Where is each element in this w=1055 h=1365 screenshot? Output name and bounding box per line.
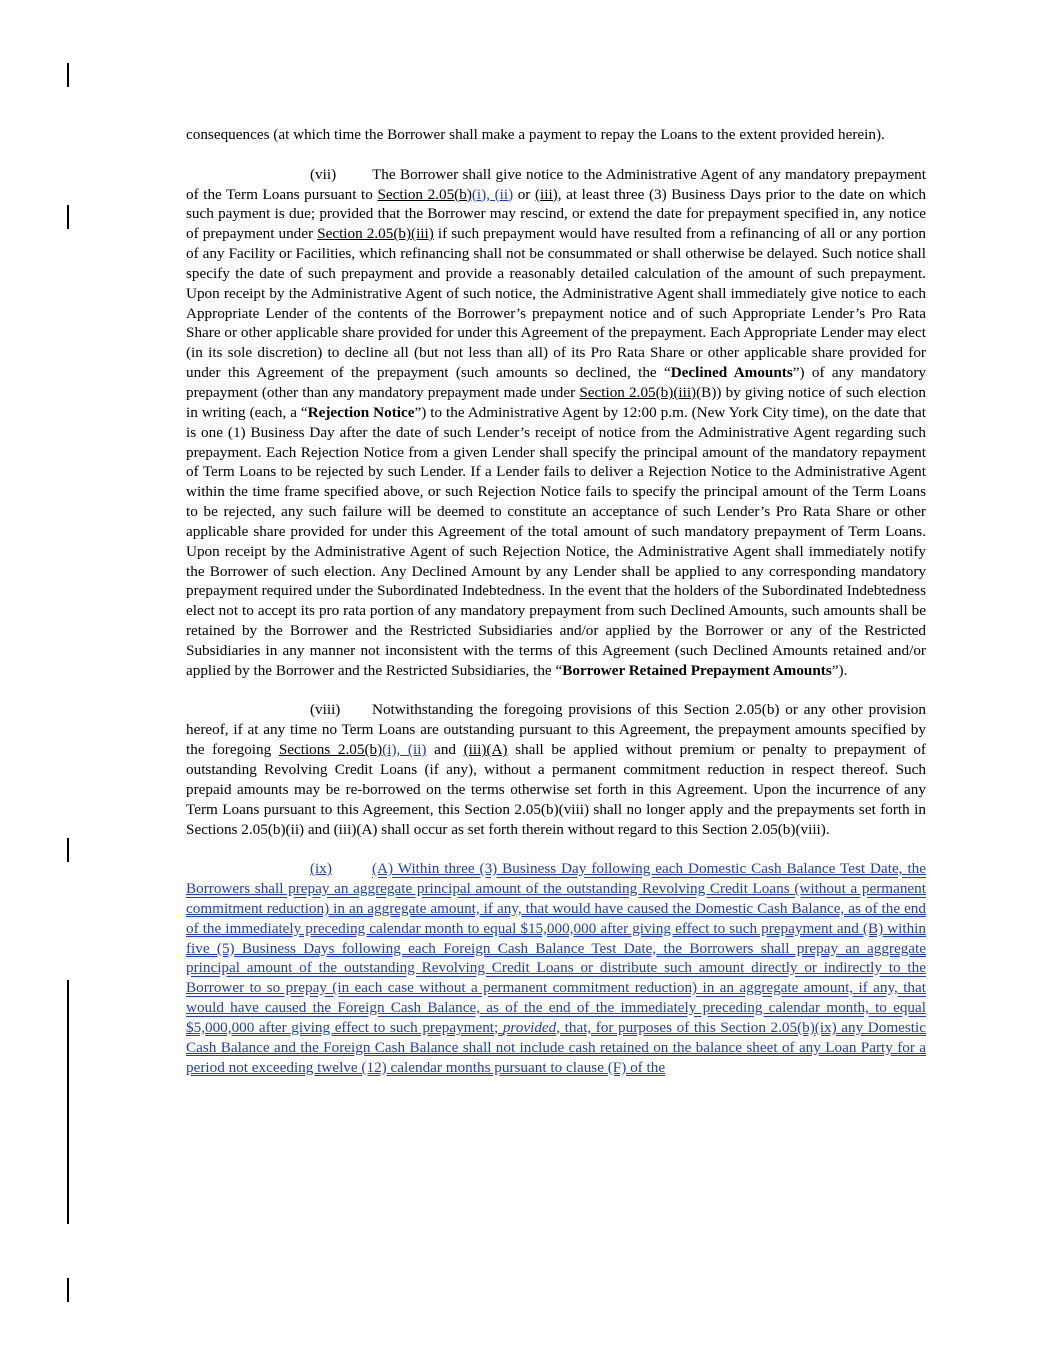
paragraph-ix-inserted: (ix) (A) Within three (3) Business Day following each Domestic Cash Balance Test Date, the Borrowers shall prepay an aggregate principal amount of the outstanding Revolving Credit Loans (without a permanent commitment reduction) in an aggregate amount, if any, that would have caused the Domestic Cash Balance, as of the end of the immediately preceding calendar month to equal $15,000,000 after giving effect to such prepayment and (B) within five (5) Business Days following each Foreign Cash Balance Test Date, the Borrowers shall prepay an aggregate principal amount of the outstanding Revolving Credit Loans or distribute such amount directly or indirectly to the Borrower to so prepay (in each case without a permanent commitment reduction) in an aggregate amount, if any, that would have caused the Foreign Cash Balance, as of the end of the immediately preceding calendar month, to equal $5,000,000 after giving effect to such prepayment; provided, that, for purposes of this Section 2.05(b)(ix) any Domestic Cash Balance and the Foreign Cash Balance shall not include cash retained on the balance sheet of any Loan Party for a period not exceeding twelve (12) calendar months pursuant to clause (F) of the xyxy=(186,860,926,1076)
defined-term: Borrower Retained Prepayment Amounts xyxy=(562,661,832,679)
section-reference: Section 2.05(b)(iii) xyxy=(579,383,697,401)
italic-term: provided xyxy=(502,1018,557,1036)
paragraph-vii: (vii) The Borrower shall give notice to the Administrative Agent of any mandatory prepayment of the Term Loans pursuant to Section 2.05(b)(i), (ii) or (iii), at least three (3) Business Days prior to the date on which such payment is due; provided that the Borrower may rescind, or extend the date for prepayment specified in, any notice of prepayment under Section 2.05(b)(iii) if such prepayment would have resulted from a refinancing of all or any portion of any Facility or Facilities, which refinancing shall not be consummated or shall otherwise be delayed. Such notice shall specify the date of such prepayment and provide a reasonably detailed calculation of the amount of such prepayment. Upon receipt by the Administrative Agent of such notice, the Administrative Agent shall immediately give notice to each Appropriate Lender of the contents of the Borrower’s prepayment notice and of such Appropriate Lender’s Pro Rata Share or other applicable share provided for under this Agreement of the prepayment. Each Appropriate Lender may elect (in its sole discretion) to decline all (but not less than all) of its Pro Rata Share or other applicable share provided for under this Agreement of the prepayment (such amounts so declined, the “Declined Amounts”) of any mandatory prepayment (other than any mandatory prepayment made under Section 2.05(b)(iii)(B)) by giving notice of such election in writing (each, a “Rejection Notice”) to the Administrative Agent by 12:00 p.m. (New York City time), on the date that is one (1) Business Day after the date of such Lender’s receipt of notice from the Administrative Agent regarding such prepayment. Each Rejection Notice from a given Lender shall specify the principal amount of the mandatory repayment of Term Loans to be rejected by such Lender. If a Lender fails to deliver a Rejection Notice to the Administrative Agent within the time frame specified above, or such Rejection Notice fails to specify the principal amount of the Term Loans to be rejected, any such failure will be deemed to constitute an acceptance of such Lender’s Pro Rata Share or other applicable share provided for under this Agreement of the total amount of such mandatory prepayment of Term Loans. Upon receipt by the Administrative Agent of such Rejection Notice, the Administrative Agent shall immediately notify the Borrower of such election. Any Declined Amount by any Lender shall be applied to any corresponding mandatory prepayment required under the Subordinated Indebtedness. In the event that the holders of the Subordinated Indebtedness elect not to accept its pro rata portion of any mandatory prepayment from such Declined Amounts, such amounts shall be retained by the Borrower and the Restricted Subsidiaries and/or applied by the Borrower or any of the Restricted Subsidiaries in any manner not inconsistent with the terms of this Agreement (such Declined Amounts retained and/or applied by the Borrower and the Restricted Subsidiaries, the “Borrower Retained Prepayment Amounts”). xyxy=(186,165,927,679)
section-reference: (iii)(A) xyxy=(463,741,508,759)
change-bar xyxy=(67,838,69,862)
change-bar xyxy=(67,1278,69,1302)
clause-number: (viii) xyxy=(310,701,341,719)
clause-number: (ix) xyxy=(310,860,332,878)
document-body xyxy=(186,125,926,1078)
section-reference: Sections 2.05(b) xyxy=(278,741,383,759)
paragraph-viii: (viii) Notwithstanding the foregoing provisions of this Section 2.05(b) or any other provision hereof, if at any time no Term Loans are outstanding pursuant to this Agreement, the prepayment amounts specified by the foregoing Sections 2.05(b)(i), (ii) and (iii)(A) shall be applied without premium or penalty to prepayment of outstanding Revolving Credit Loans (if any), without a permanent commitment reduction in respect thereof. Such prepaid amounts may be re-borrowed on the terms otherwise set forth in this Agreement. Upon the incurrence of any Term Loans pursuant to this Agreement, this Section 2.05(b)(viii) shall no longer apply and the prepayments set forth in Sections 2.05(b)(ii) and (iii)(A) shall occur as set forth therein without regard to this Section 2.05(b)(viii). xyxy=(186,701,926,838)
paragraph-continuation: consequences (at which time the Borrower shall make a payment to repay the Loans to the extent provided herein). xyxy=(186,126,885,143)
section-reference: Section 2.05(b) xyxy=(377,185,472,203)
clause-number: (vii) xyxy=(310,165,337,183)
section-reference: Section 2.05(b)(iii) xyxy=(317,225,434,243)
defined-term: Rejection Notice xyxy=(307,403,415,421)
change-bar xyxy=(67,63,69,87)
inserted-reference: (i), (ii) xyxy=(382,741,427,759)
change-bar xyxy=(67,205,69,229)
change-bar xyxy=(67,980,69,1224)
section-reference: (iii) xyxy=(534,185,558,203)
inserted-reference: (i), (ii) xyxy=(471,185,514,203)
defined-term: Declined Amounts xyxy=(670,364,793,382)
